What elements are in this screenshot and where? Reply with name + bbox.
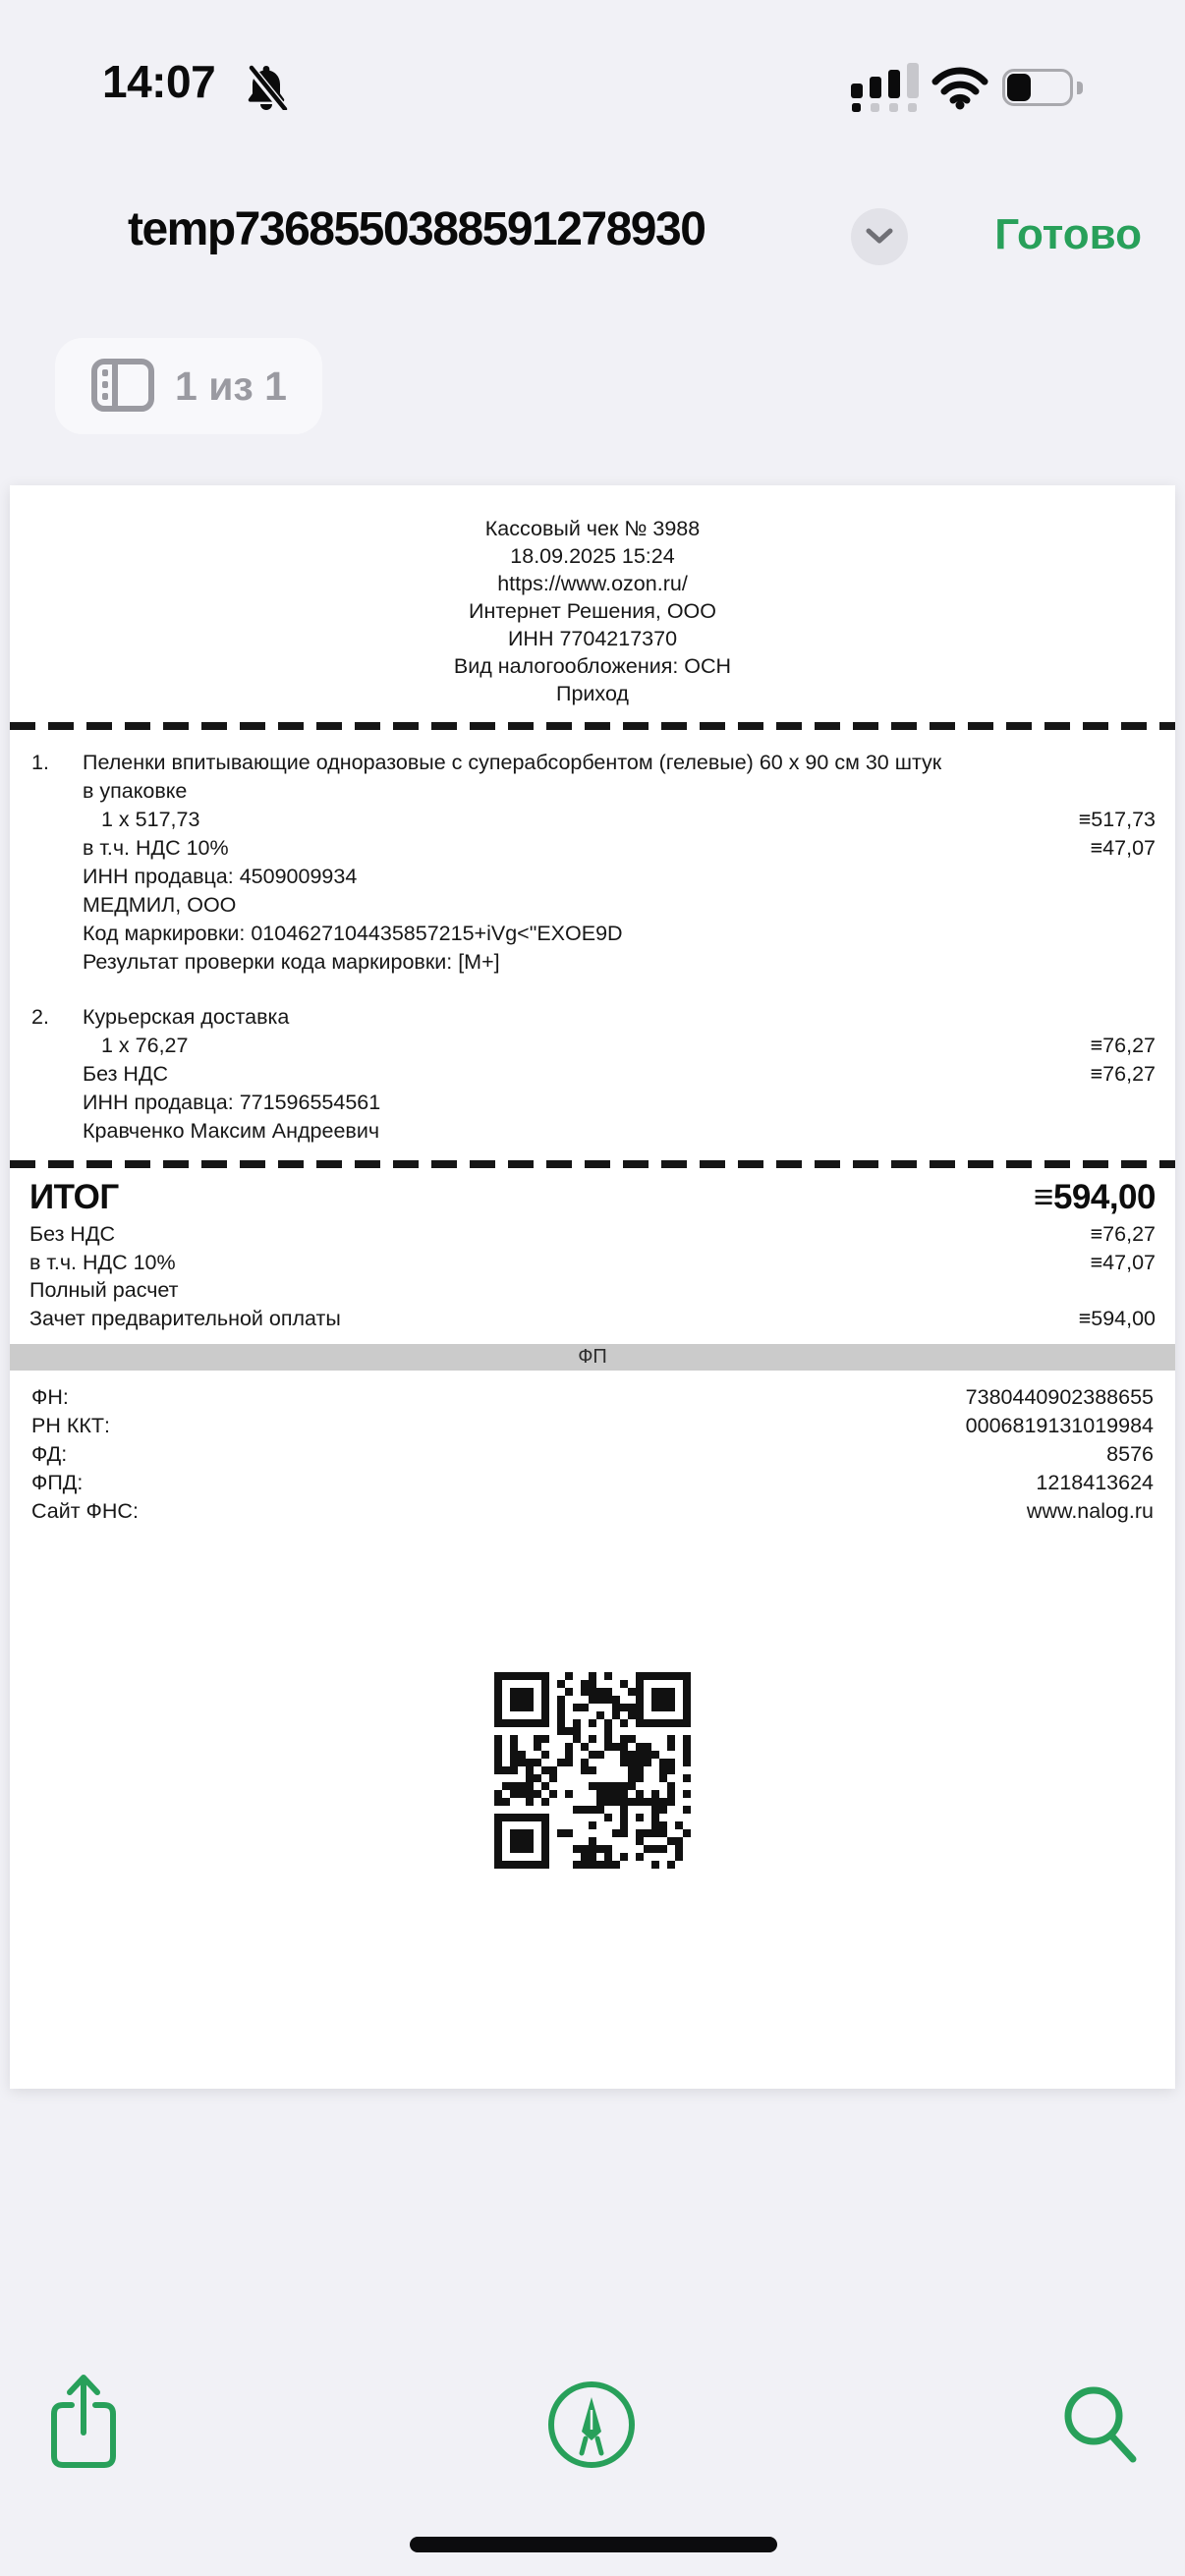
notifications-silenced-bell-icon (244, 63, 289, 115)
chevron-down-icon (865, 226, 894, 249)
receipt-url-line: https://www.ozon.ru/ (497, 572, 688, 595)
fiscal-row-value: 8576 (1106, 1442, 1154, 1466)
search-icon (1057, 2456, 1140, 2471)
fiscal-row-value: 0006819131019984 (965, 1414, 1154, 1437)
home-indicator[interactable] (410, 2537, 777, 2552)
item-seller-name: МЕДМИЛ, ООО (83, 893, 237, 917)
page-sidebar-icon (90, 358, 155, 416)
item-seller-name: Кравченко Максим Андреевич (83, 1119, 380, 1143)
dashed-divider (10, 722, 1175, 730)
item-vat-amount: ≡47,07 (1090, 836, 1156, 860)
fiscal-sign-bar: ФП (10, 1344, 1175, 1371)
qr-code (488, 1666, 697, 1875)
totals-row-value: ≡76,27 (1090, 1222, 1156, 1246)
fiscal-row-label: ФД: (31, 1442, 68, 1466)
fiscal-row-label: Сайт ФНС: (31, 1499, 139, 1523)
fiscal-row-value: 7380440902388655 (965, 1385, 1154, 1409)
receipt-inn-line: ИНН 7704217370 (507, 627, 678, 650)
item-marking-code: Код маркировки: 0104627104435857215+iVg<"EXOE9D (83, 922, 623, 945)
fiscal-row-value: 1218413624 (1036, 1471, 1154, 1494)
item-number: 2. (31, 1005, 49, 1029)
receipt-totals (10, 1175, 1175, 1332)
done-button[interactable]: Готово (994, 210, 1142, 258)
wifi-icon (930, 65, 990, 115)
item-qty-price: 1 x 76,27 (101, 1034, 189, 1057)
battery-icon (1002, 69, 1091, 108)
item-marking-check-result: Результат проверки кода маркировки: [М+] (83, 950, 500, 974)
status-bar-time: 14:07 (102, 56, 216, 107)
share-icon (45, 2462, 122, 2477)
receipt-tax-system-line: Вид налогообложения: ОСН (453, 654, 732, 678)
receipt-item (10, 749, 1175, 977)
item-vat-label: Без НДС (83, 1062, 169, 1086)
totals-row-value: ≡47,07 (1090, 1250, 1156, 1274)
page-thumbnails-button[interactable] (55, 338, 322, 434)
totals-row-label: в т.ч. НДС 10% (29, 1250, 176, 1274)
item-seller-inn: ИНН продавца: 771596554561 (83, 1091, 381, 1114)
item-number: 1. (31, 751, 49, 774)
dashed-divider (10, 1160, 1175, 1168)
receipt-datetime-line: 18.09.2025 15:24 (510, 544, 675, 568)
item-qty-price: 1 x 517,73 (101, 808, 200, 831)
fiscal-details (10, 1383, 1175, 1526)
total-amount: ≡594,00 (1034, 1178, 1156, 1216)
title-menu-button[interactable] (851, 208, 908, 265)
item-vat-label: в т.ч. НДС 10% (83, 836, 229, 860)
item-amount: ≡517,73 (1078, 808, 1156, 831)
cellular-signal-icon (851, 65, 933, 112)
item-name: Курьерская доставка (83, 1005, 290, 1029)
item-seller-inn: ИНН продавца: 4509009934 (83, 865, 358, 888)
item-vat-amount: ≡76,27 (1090, 1062, 1156, 1086)
document-title: temp7368550388591278930 (128, 203, 705, 255)
receipt-seller-line: Интернет Решения, ООО (469, 599, 716, 623)
total-label: ИТОГ (29, 1178, 119, 1216)
page-indicator-label: 1 из 1 (175, 363, 287, 409)
receipt-operation-line: Приход (556, 682, 629, 705)
totals-row-label: Зачет предварительной оплаты (29, 1306, 341, 1330)
receipt-header (10, 515, 1175, 707)
markup-icon (544, 2460, 639, 2475)
item-name: Пеленки впитывающие одноразовые с суперабсорбентом (гелевые) 60 x 90 см 30 штук в упаковке (83, 751, 942, 803)
fiscal-row-label: РН ККТ: (31, 1414, 110, 1437)
item-amount: ≡76,27 (1090, 1034, 1156, 1057)
markup-button[interactable] (544, 2378, 639, 2475)
fiscal-row-label: ФН: (31, 1385, 69, 1409)
totals-row-label: Без НДС (29, 1222, 116, 1246)
totals-row-label: Полный расчет (29, 1278, 179, 1302)
fiscal-row-label: ФПД: (31, 1471, 84, 1494)
receipt-items (10, 749, 1175, 1146)
search-button[interactable] (1057, 2381, 1140, 2471)
totals-row-value: ≡594,00 (1078, 1306, 1156, 1330)
receipt-item (10, 1003, 1175, 1146)
fiscal-row-value: www.nalog.ru (1026, 1499, 1154, 1523)
receipt-document (10, 485, 1175, 2089)
share-button[interactable] (45, 2370, 122, 2477)
receipt-number-line: Кассовый чек № 3988 (484, 517, 701, 540)
